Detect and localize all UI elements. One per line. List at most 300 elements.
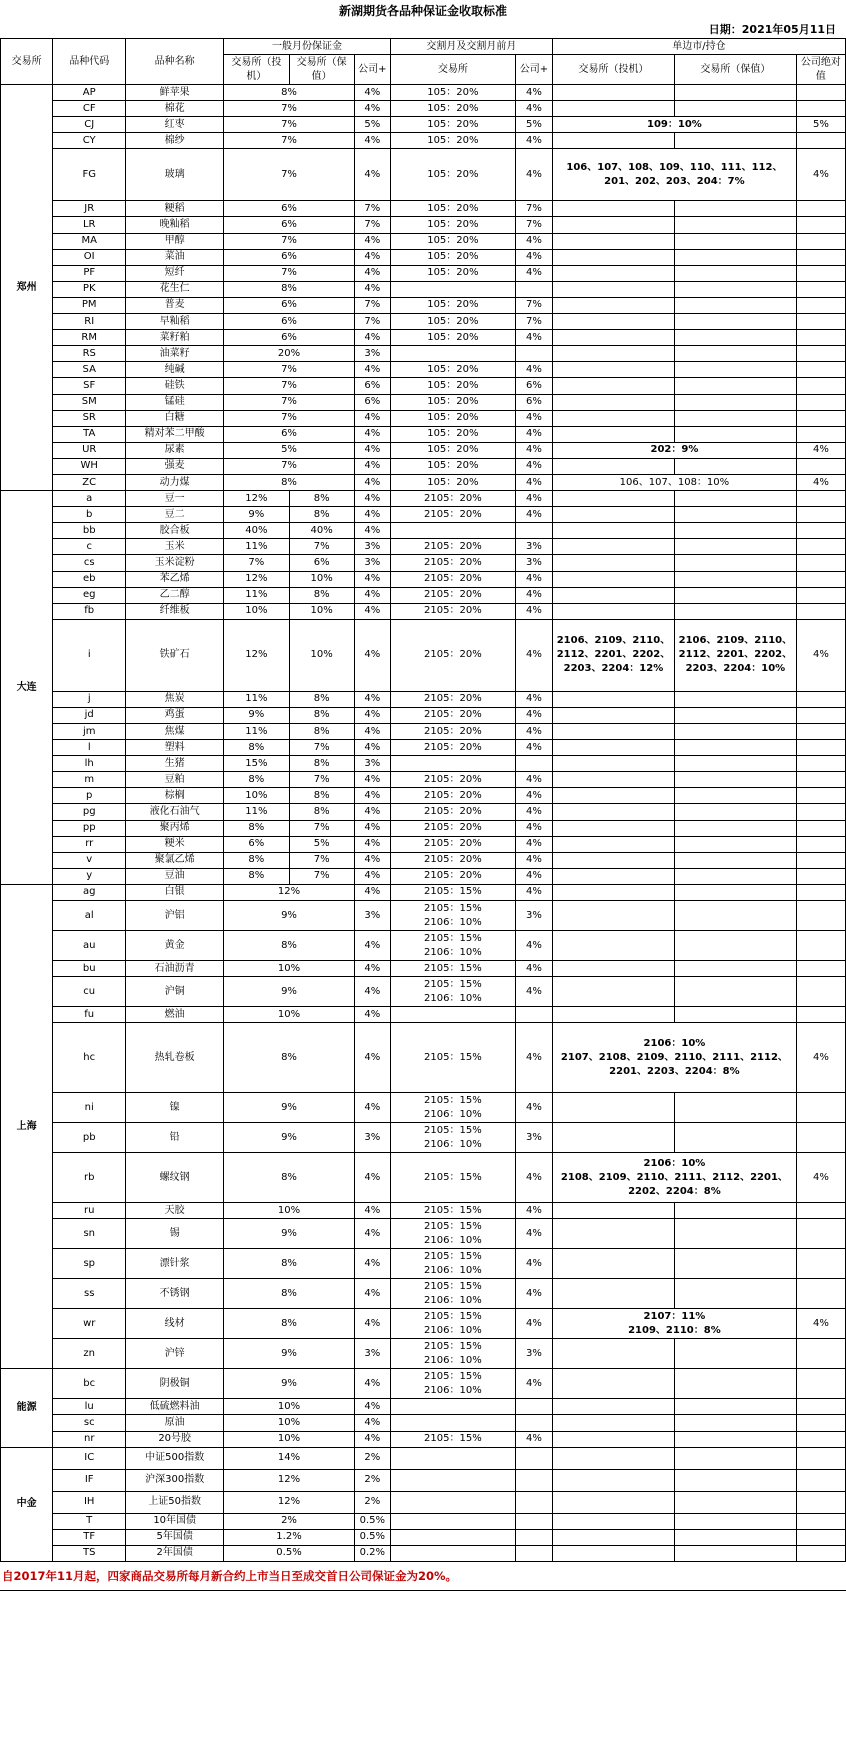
company-abs-cell: 4% [796, 474, 845, 490]
delivery-margin-cell: 105：20% [390, 442, 515, 458]
code-cell: hc [53, 1023, 126, 1093]
table-row [1, 1369, 846, 1399]
name-cell: 低硫燃料油 [126, 1399, 224, 1415]
general-margin-cell: 6% [224, 314, 355, 330]
delivery-margin-cell: 2105：20% [390, 852, 515, 868]
company-abs-cell [796, 1431, 845, 1447]
company-plus-cell: 4% [354, 133, 390, 149]
delivery-margin-cell [390, 1469, 515, 1491]
company-plus-cell: 4% [354, 931, 390, 961]
code-cell: AP [53, 85, 126, 101]
company-plus-cell: 4% [354, 330, 390, 346]
table-row [1, 458, 846, 474]
name-cell: 10年国债 [126, 1513, 224, 1529]
unilateral-hedge-cell [674, 1447, 796, 1469]
delivery-company-cell [515, 346, 552, 362]
delivery-company-cell: 5% [515, 117, 552, 133]
general-margin-cell: 6% [224, 217, 355, 233]
company-abs-cell [796, 772, 845, 788]
unilateral-spec-cell [552, 868, 674, 884]
delivery-margin-cell: 2105：20% [390, 603, 515, 619]
unilateral-hedge-cell [674, 571, 796, 587]
hedge-margin-cell: 8% [289, 491, 354, 507]
table-row [1, 884, 846, 900]
unilateral-hedge-cell [674, 1491, 796, 1513]
unilateral-hedge-cell [674, 977, 796, 1007]
delivery-company-cell: 4% [515, 149, 552, 201]
table-row [1, 265, 846, 281]
unilateral-spec-cell [552, 724, 674, 740]
unilateral-hedge-cell [674, 931, 796, 961]
unilateral-hedge-cell [674, 346, 796, 362]
code-cell: SF [53, 378, 126, 394]
name-cell: 菜籽粕 [126, 330, 224, 346]
name-cell: 普麦 [126, 297, 224, 313]
table-row [1, 281, 846, 297]
company-abs-cell [796, 539, 845, 555]
spec-margin-cell: 8% [224, 852, 289, 868]
table-row [1, 603, 846, 619]
unilateral-spec-cell [552, 1007, 674, 1023]
table-row [1, 523, 846, 539]
unilateral-hedge-cell [674, 233, 796, 249]
name-cell: 液化石油气 [126, 804, 224, 820]
delivery-margin-cell: 2105：20% [390, 619, 515, 691]
hedge-margin-cell: 7% [289, 740, 354, 756]
header-exch-hedge: 交易所（保值） [289, 55, 354, 85]
unilateral-spec-cell [552, 884, 674, 900]
delivery-company-cell: 4% [515, 619, 552, 691]
delivery-company-cell: 4% [515, 1309, 552, 1339]
name-cell: 中证500指数 [126, 1447, 224, 1469]
company-abs-cell [796, 977, 845, 1007]
general-margin-cell: 9% [224, 1093, 355, 1123]
company-abs-cell [796, 1491, 845, 1513]
delivery-margin-cell: 105：20% [390, 133, 515, 149]
unilateral-hedge-cell [674, 394, 796, 410]
general-margin-cell: 7% [224, 362, 355, 378]
company-plus-cell: 4% [354, 961, 390, 977]
company-abs-cell [796, 410, 845, 426]
hedge-margin-cell: 7% [289, 772, 354, 788]
code-cell: rr [53, 836, 126, 852]
unilateral-spec-cell [552, 1279, 674, 1309]
code-cell: WH [53, 458, 126, 474]
delivery-company-cell: 4% [515, 707, 552, 723]
spec-margin-cell: 11% [224, 691, 289, 707]
company-abs-cell [796, 1369, 845, 1399]
header-name: 品种名称 [126, 39, 224, 85]
general-margin-cell: 6% [224, 297, 355, 313]
unilateral-hedge-cell [674, 820, 796, 836]
general-margin-cell: 9% [224, 1339, 355, 1369]
name-cell: 玉米淀粉 [126, 555, 224, 571]
general-margin-cell: 8% [224, 1309, 355, 1339]
unilateral-hedge-cell [674, 1545, 796, 1561]
spec-margin-cell: 40% [224, 523, 289, 539]
unilateral-hedge-cell [674, 507, 796, 523]
unilateral-spec-cell [552, 362, 674, 378]
unilateral-spec-cell [552, 249, 674, 265]
general-margin-cell: 6% [224, 426, 355, 442]
name-cell: 菜油 [126, 249, 224, 265]
unilateral-hedge-cell [674, 85, 796, 101]
company-abs-cell [796, 1447, 845, 1469]
code-cell: SA [53, 362, 126, 378]
name-cell: 红枣 [126, 117, 224, 133]
table-row [1, 1545, 846, 1561]
company-plus-cell: 4% [354, 101, 390, 117]
name-cell: 粳稻 [126, 201, 224, 217]
table-row [1, 740, 846, 756]
unilateral-hedge-cell [674, 281, 796, 297]
hedge-margin-cell: 10% [289, 571, 354, 587]
general-margin-cell: 6% [224, 330, 355, 346]
header-exch-spec: 交易所（投机） [224, 55, 289, 85]
name-cell: 热轧卷板 [126, 1023, 224, 1093]
company-plus-cell: 3% [354, 539, 390, 555]
name-cell: 棕榈 [126, 788, 224, 804]
general-margin-cell: 5% [224, 442, 355, 458]
spec-margin-cell: 10% [224, 788, 289, 804]
delivery-margin-cell [390, 1447, 515, 1469]
unilateral-hedge-cell [674, 1431, 796, 1447]
unilateral-margin-cell: 2107：11% 2109、2110：8% [552, 1309, 796, 1339]
company-abs-cell [796, 788, 845, 804]
unilateral-hedge-cell [674, 1399, 796, 1415]
footnote: 自2017年11月起，四家商品交易所每月新合约上市当日至成交首日公司保证金为20%。 [0, 1562, 846, 1591]
table-row [1, 539, 846, 555]
spec-margin-cell: 8% [224, 772, 289, 788]
name-cell: 塑料 [126, 740, 224, 756]
delivery-company-cell: 4% [515, 362, 552, 378]
company-plus-cell: 4% [354, 1279, 390, 1309]
delivery-margin-cell: 105：20% [390, 217, 515, 233]
delivery-margin-cell [390, 1529, 515, 1545]
company-abs-cell [796, 85, 845, 101]
company-abs-cell [796, 603, 845, 619]
general-margin-cell: 10% [224, 1399, 355, 1415]
company-abs-cell [796, 1007, 845, 1023]
table-row [1, 85, 846, 101]
company-plus-cell: 4% [354, 977, 390, 1007]
company-plus-cell: 4% [354, 1093, 390, 1123]
delivery-margin-cell: 105：20% [390, 426, 515, 442]
name-cell: 铅 [126, 1123, 224, 1153]
delivery-company-cell: 4% [515, 85, 552, 101]
company-abs-cell [796, 820, 845, 836]
general-margin-cell: 2% [224, 1513, 355, 1529]
unilateral-spec-cell [552, 1123, 674, 1153]
company-plus-cell: 3% [354, 1339, 390, 1369]
code-cell: pg [53, 804, 126, 820]
general-margin-cell: 10% [224, 1431, 355, 1447]
company-abs-cell [796, 1219, 845, 1249]
spec-margin-cell: 9% [224, 507, 289, 523]
code-cell: fb [53, 603, 126, 619]
unilateral-spec-cell [552, 410, 674, 426]
company-abs-cell [796, 458, 845, 474]
general-margin-cell: 7% [224, 117, 355, 133]
unilateral-hedge-cell [674, 555, 796, 571]
unilateral-spec-cell [552, 555, 674, 571]
company-plus-cell: 3% [354, 346, 390, 362]
name-cell: 2年国债 [126, 1545, 224, 1561]
general-margin-cell: 12% [224, 1469, 355, 1491]
unilateral-spec-cell [552, 836, 674, 852]
header-exchange: 交易所 [1, 39, 53, 85]
company-abs-cell [796, 297, 845, 313]
company-plus-cell: 4% [354, 1007, 390, 1023]
unilateral-spec-cell [552, 852, 674, 868]
delivery-company-cell: 4% [515, 772, 552, 788]
name-cell: 玻璃 [126, 149, 224, 201]
company-abs-cell [796, 378, 845, 394]
company-abs-cell [796, 491, 845, 507]
table-row [1, 1249, 846, 1279]
delivery-margin-cell: 2105：20% [390, 587, 515, 603]
company-abs-cell [796, 233, 845, 249]
name-cell: 聚丙烯 [126, 820, 224, 836]
name-cell: 粳米 [126, 836, 224, 852]
unilateral-spec-cell [552, 1203, 674, 1219]
company-plus-cell: 2% [354, 1491, 390, 1513]
name-cell: 螺纹钢 [126, 1153, 224, 1203]
name-cell: 沪铜 [126, 977, 224, 1007]
delivery-company-cell [515, 281, 552, 297]
name-cell: 线材 [126, 1309, 224, 1339]
unilateral-spec-cell [552, 707, 674, 723]
company-abs-cell [796, 1513, 845, 1529]
delivery-margin-cell: 2105：20% [390, 539, 515, 555]
unilateral-spec-cell [552, 1249, 674, 1279]
code-cell: CY [53, 133, 126, 149]
company-plus-cell: 4% [354, 1203, 390, 1219]
company-abs-cell [796, 346, 845, 362]
code-cell: al [53, 901, 126, 931]
name-cell: 上证50指数 [126, 1491, 224, 1513]
spec-margin-cell: 8% [224, 740, 289, 756]
company-abs-cell [796, 868, 845, 884]
delivery-company-cell: 4% [515, 820, 552, 836]
hedge-margin-cell: 8% [289, 507, 354, 523]
unilateral-hedge-cell [674, 410, 796, 426]
delivery-company-cell: 4% [515, 804, 552, 820]
company-abs-cell [796, 707, 845, 723]
unilateral-hedge-cell [674, 1369, 796, 1399]
code-cell: m [53, 772, 126, 788]
unilateral-hedge-cell [674, 1513, 796, 1529]
hedge-margin-cell: 7% [289, 539, 354, 555]
unilateral-hedge-cell [674, 724, 796, 740]
delivery-company-cell: 4% [515, 249, 552, 265]
table-row [1, 426, 846, 442]
table-row [1, 491, 846, 507]
spec-margin-cell: 15% [224, 756, 289, 772]
code-cell: bu [53, 961, 126, 977]
unilateral-hedge-cell [674, 491, 796, 507]
code-cell: p [53, 788, 126, 804]
table-row [1, 507, 846, 523]
company-plus-cell: 4% [354, 426, 390, 442]
table-row [1, 314, 846, 330]
company-abs-cell [796, 901, 845, 931]
company-plus-cell: 4% [354, 1399, 390, 1415]
unilateral-hedge-cell [674, 587, 796, 603]
general-margin-cell: 7% [224, 101, 355, 117]
table-row [1, 571, 846, 587]
page-title: 新湖期货各品种保证金收取标准 [338, 4, 507, 18]
unilateral-hedge-cell [674, 852, 796, 868]
table-row [1, 217, 846, 233]
general-margin-cell: 8% [224, 1279, 355, 1309]
company-abs-cell [796, 1339, 845, 1369]
delivery-margin-cell: 2105：15% [390, 1153, 515, 1203]
table-row [1, 1447, 846, 1469]
general-margin-cell: 7% [224, 458, 355, 474]
general-margin-cell: 8% [224, 474, 355, 490]
company-plus-cell: 4% [354, 1369, 390, 1399]
code-cell: IH [53, 1491, 126, 1513]
unilateral-spec-cell [552, 772, 674, 788]
unilateral-spec-cell [552, 133, 674, 149]
unilateral-hedge-cell [674, 458, 796, 474]
table-row [1, 961, 846, 977]
delivery-company-cell: 4% [515, 931, 552, 961]
company-plus-cell: 4% [354, 233, 390, 249]
name-cell: 豆油 [126, 868, 224, 884]
name-cell: 20号胶 [126, 1431, 224, 1447]
name-cell: 燃油 [126, 1007, 224, 1023]
company-plus-cell: 3% [354, 1123, 390, 1153]
table-row [1, 1339, 846, 1369]
code-cell: LR [53, 217, 126, 233]
unilateral-spec-cell [552, 378, 674, 394]
hedge-margin-cell: 8% [289, 707, 354, 723]
unilateral-hedge-cell [674, 201, 796, 217]
header-general: 一般月份保证金 [224, 39, 391, 55]
delivery-company-cell: 4% [515, 133, 552, 149]
delivery-margin-cell: 2105：15% 2106：10% [390, 1093, 515, 1123]
hedge-margin-cell: 7% [289, 852, 354, 868]
company-plus-cell: 4% [354, 1219, 390, 1249]
code-cell: ZC [53, 474, 126, 490]
general-margin-cell: 1.2% [224, 1529, 355, 1545]
code-cell: RI [53, 314, 126, 330]
code-cell: jd [53, 707, 126, 723]
general-margin-cell: 7% [224, 233, 355, 249]
company-plus-cell: 4% [354, 772, 390, 788]
delivery-margin-cell: 105：20% [390, 458, 515, 474]
table-row [1, 691, 846, 707]
code-cell: jm [53, 724, 126, 740]
unilateral-hedge-cell [674, 961, 796, 977]
name-cell: 豆粕 [126, 772, 224, 788]
unilateral-margin-cell: 106、107、108：10% [552, 474, 796, 490]
unilateral-hedge-cell [674, 217, 796, 233]
table-row [1, 101, 846, 117]
delivery-company-cell: 3% [515, 1339, 552, 1369]
name-cell: 强麦 [126, 458, 224, 474]
table-row [1, 1513, 846, 1529]
company-abs-cell [796, 740, 845, 756]
name-cell: 纯碱 [126, 362, 224, 378]
unilateral-spec-cell [552, 1545, 674, 1561]
general-margin-cell: 12% [224, 884, 355, 900]
company-abs-cell: 4% [796, 1023, 845, 1093]
name-cell: 黄金 [126, 931, 224, 961]
company-abs-cell [796, 265, 845, 281]
delivery-company-cell: 4% [515, 426, 552, 442]
table-row [1, 410, 846, 426]
company-plus-cell: 4% [354, 603, 390, 619]
code-cell: FG [53, 149, 126, 201]
unilateral-spec-cell [552, 740, 674, 756]
general-margin-cell: 7% [224, 265, 355, 281]
name-cell: 原油 [126, 1415, 224, 1431]
delivery-company-cell: 3% [515, 1123, 552, 1153]
delivery-margin-cell [390, 1007, 515, 1023]
spec-margin-cell: 12% [224, 571, 289, 587]
delivery-company-cell: 4% [515, 1153, 552, 1203]
general-margin-cell: 8% [224, 1249, 355, 1279]
general-margin-cell: 10% [224, 1415, 355, 1431]
name-cell: 漂针浆 [126, 1249, 224, 1279]
unilateral-hedge-cell [674, 249, 796, 265]
delivery-company-cell: 4% [515, 571, 552, 587]
unilateral-spec-cell [552, 346, 674, 362]
delivery-company-cell: 3% [515, 901, 552, 931]
unilateral-hedge-cell [674, 691, 796, 707]
company-plus-cell: 4% [354, 491, 390, 507]
table-row [1, 378, 846, 394]
delivery-margin-cell: 2105：20% [390, 491, 515, 507]
general-margin-cell: 7% [224, 149, 355, 201]
company-abs-cell [796, 691, 845, 707]
delivery-margin-cell: 2105：20% [390, 788, 515, 804]
table-row [1, 346, 846, 362]
delivery-margin-cell: 105：20% [390, 233, 515, 249]
unilateral-margin-cell: 202：9% [552, 442, 796, 458]
company-abs-cell [796, 362, 845, 378]
unilateral-hedge-cell [674, 1339, 796, 1369]
company-abs-cell [796, 201, 845, 217]
code-cell: pb [53, 1123, 126, 1153]
hedge-margin-cell: 7% [289, 820, 354, 836]
table-row [1, 201, 846, 217]
name-cell: 铁矿石 [126, 619, 224, 691]
exchange-cell: 能源 [1, 1369, 53, 1447]
company-abs-cell [796, 931, 845, 961]
delivery-company-cell: 4% [515, 836, 552, 852]
company-plus-cell: 4% [354, 868, 390, 884]
exchange-cell: 郑州 [1, 85, 53, 491]
unilateral-spec-cell [552, 977, 674, 1007]
spec-margin-cell: 12% [224, 491, 289, 507]
code-cell: IF [53, 1469, 126, 1491]
code-cell: PK [53, 281, 126, 297]
name-cell: 动力煤 [126, 474, 224, 490]
table-row [1, 772, 846, 788]
general-margin-cell: 9% [224, 1369, 355, 1399]
company-plus-cell: 4% [354, 788, 390, 804]
unilateral-hedge-cell [674, 314, 796, 330]
company-plus-cell: 4% [354, 1415, 390, 1431]
unilateral-spec-cell [552, 1529, 674, 1545]
unilateral-spec-cell [552, 426, 674, 442]
unilateral-hedge-cell [674, 804, 796, 820]
unilateral-spec-cell [552, 1399, 674, 1415]
